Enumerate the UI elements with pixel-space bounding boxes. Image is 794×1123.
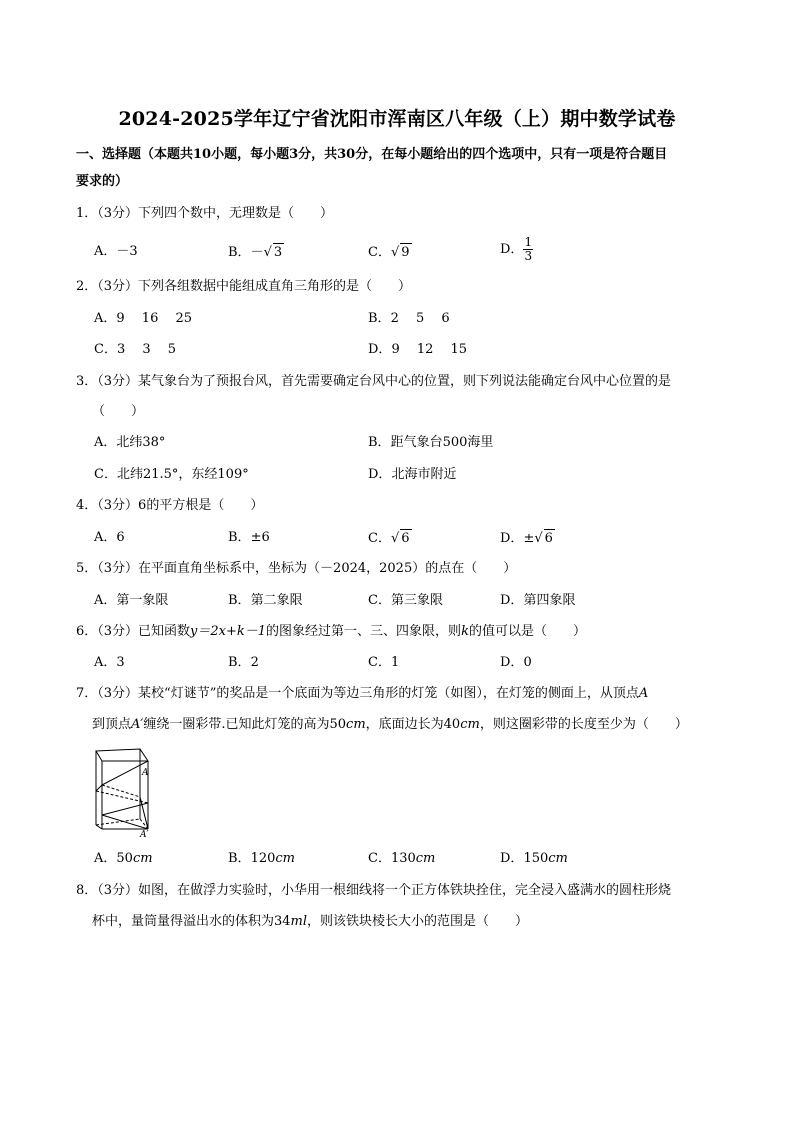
question-7-stem-cont: 到顶点A′缠绕一圈彩带.已知此灯笼的高为50cm，底面边长为40cm，则这圈彩带的长度至少为（ ） [92,717,688,732]
question-3-stem: 3．（3分）某气象台为了预报台风，首先需要确定台风中心的位置，则下列说法能确定台风中心位置的是 [76,374,672,389]
question-4-stem: 4．（3分）6的平方根是（ ） [76,498,264,513]
q4-option-d: D．±√ 6 [500,531,553,546]
q3-option-b: B．距气象台500海里 [368,435,494,450]
q1-option-d: D． $\frac{1}{3}$ [500,235,533,263]
q2-option-c: C．3 3 5 [94,342,177,357]
q5-option-b: B．第二象限 [228,593,303,608]
q1-option-a: A．－3 [94,244,138,259]
q6-option-c: C．1 [368,655,400,670]
vertex-a-label: A [142,768,149,778]
vertex-a-prime-label: A′ [140,830,149,837]
section-heading: 一、选择题（本题共10小题，每小题3分，共30分，在每小题给出的四个选项中，只有一项是符合题目 [76,147,668,162]
page-title: 2024-2025学年辽宁省沈阳市浑南区八年级（上）期中数学试卷 [118,108,676,130]
fraction: $\frac{1}{3}$ [524,235,533,263]
q3-option-c: C．北纬21.5°，东经109° [94,467,249,482]
q3-option-a: A．北纬38° [94,435,166,450]
q2-option-d: D．9 12 15 [368,342,468,357]
q7-option-b: B．120cm [228,851,295,866]
question-8-stem: 8．（3分）如图，在做浮力实验时，小华用一根细线将一个正方体铁块拴住，完全浸入盛满水的圆柱形烧 [76,883,672,898]
q4-option-c: C．√ 6 [368,531,410,546]
q6-option-a: A．3 [94,655,125,670]
q1-option-c: C．√ 9 [368,245,410,260]
q7-option-c: C．130cm [368,851,436,866]
q6-option-d: D．0 [500,655,532,670]
question-5-stem: 5．（3分）在平面直角坐标系中，坐标为（－2024，2025）的点在（ ） [76,561,517,576]
question-2-stem: 2．（3分）下列各组数据中能组成直角三角形的是（ ） [76,279,412,294]
q2-option-a: A．9 16 25 [94,311,193,326]
q4-option-b: B．±6 [228,530,270,545]
q4-option-a: A．6 [94,530,125,545]
q7-option-d: D．150cm [500,851,568,866]
radical-sign: √ 6 [534,531,553,546]
q5-option-d: D．第四象限 [500,593,576,608]
question-8-stem-cont: 杯中，量筒量得溢出水的体积为34ml，则该铁块棱长大小的范围是（ ） [92,914,529,929]
radical-sign: √ 3 [263,245,283,260]
question-1-stem: 1．（3分）下列四个数中，无理数是（ ） [76,206,334,221]
section-heading-cont: 要求的） [76,174,129,189]
radical-sign: √ 9 [390,245,410,260]
q2-option-b: B．2 5 6 [368,311,450,326]
q5-option-a: A．第一象限 [94,593,169,608]
q1-option-b: B．－√ 3 [228,245,283,260]
q3-option-d: D．北海市附近 [368,467,457,482]
question-3-stem-cont: （ ） [92,404,145,419]
lantern-prism-figure [92,745,160,837]
q6-option-b: B．2 [228,655,259,670]
radical-sign: √ 6 [390,531,410,546]
q7-option-a: A．50cm [94,851,153,866]
q5-option-c: C．第三象限 [368,593,443,608]
question-6-stem: 6．（3分）已知函数y＝2x+k－1的图象经过第一、三、四象限，则k的值可以是（ ） [76,624,586,639]
question-7-stem: 7．（3分）某校“灯谜节”的奖品是一个底面为等边三角形的灯笼（如图），在灯笼的侧面上，从顶点A [76,686,649,701]
